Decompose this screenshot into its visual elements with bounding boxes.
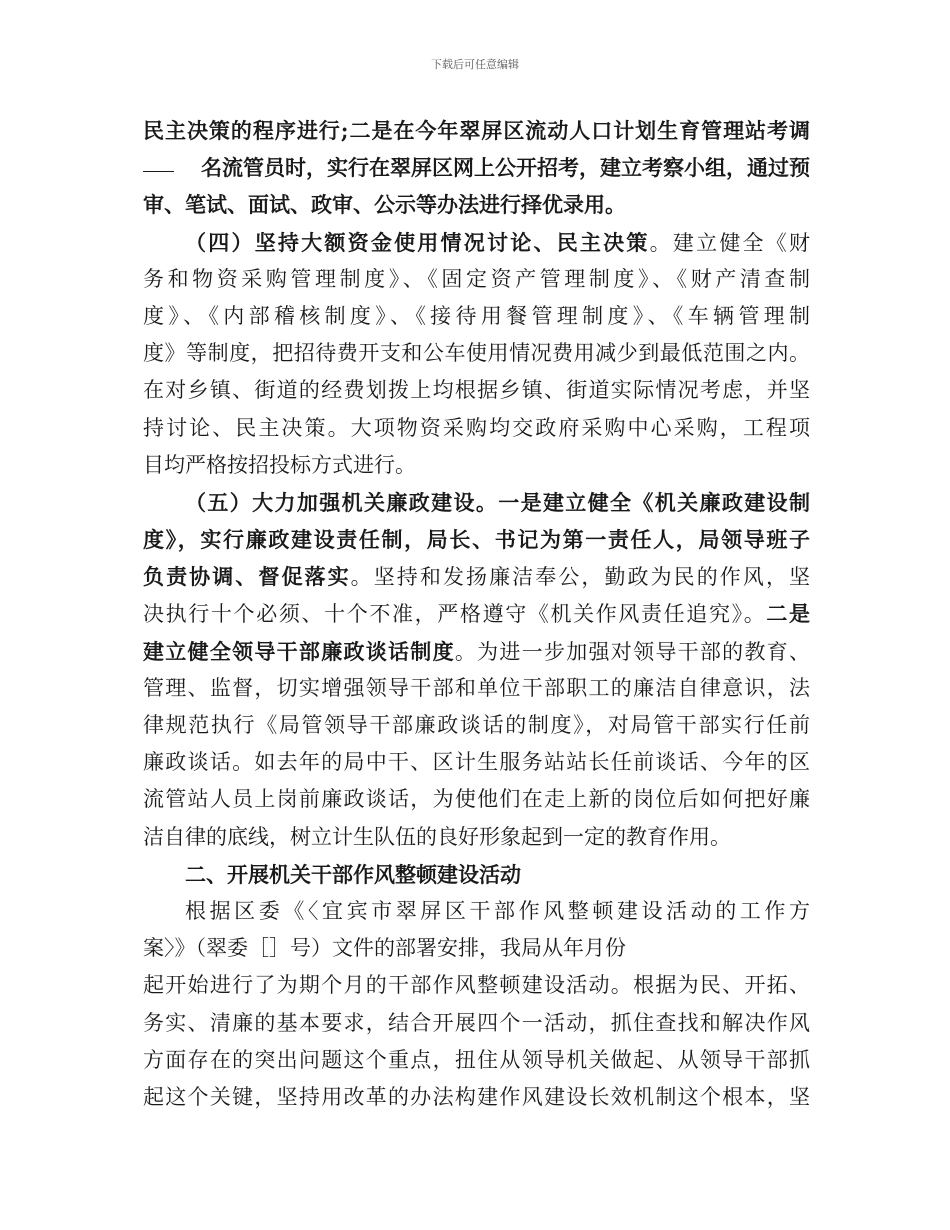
text-run: 持: [143, 415, 167, 440]
text-run: 负责: [143, 564, 190, 590]
text-run: 。建立健全《财: [649, 230, 813, 255]
text-run: 年: [563, 936, 584, 961]
paragraph-line: [143, 893, 814, 930]
text-run: 民主决策的程序进行;二是在今年翠屏区流动人口计划生育管理站考调: [143, 118, 811, 143]
blank-underline: [143, 149, 174, 172]
text-run: 协调、督促落实: [189, 564, 351, 590]
text-run: 根据区委《: [185, 898, 308, 923]
text-run: （四）坚持大额资金使用情况: [185, 229, 487, 255]
text-run: 律规范执行《局管领导干部廉政谈话的制度》，对局管干部实行任前: [143, 713, 812, 737]
text-run: 名流管员时，实行在翠屏区网上公开招考，建立考察小组，通过预: [201, 155, 810, 181]
paragraph-line: [143, 558, 813, 595]
paragraph-line: [143, 298, 815, 335]
paragraph-line: [143, 1079, 810, 1116]
paragraph-line: [143, 521, 810, 558]
paragraph-line: [143, 819, 810, 856]
text-run: 务实、清廉的基本要求，结合开展四个一活动，抓住查找和解决作风: [143, 1010, 812, 1035]
text-run: 洁自律的底线，树立计生队伍的良好形象起到一定的教育作用。: [143, 824, 731, 849]
page-header: 下载后可任意编辑: [431, 58, 519, 71]
text-run: 。一是建立健全《机关廉政建设制: [475, 489, 812, 515]
text-run: 在对乡镇、街道的经费划拨上均根据乡镇、街道实际情况考虑，并坚: [143, 378, 812, 403]
text-run: 月份: [584, 936, 626, 961]
paragraph-line: [143, 1042, 810, 1079]
text-run: 号）文件的部署安排，我局从: [290, 936, 563, 961]
paragraph-line: [143, 224, 813, 261]
paragraph-line: [143, 707, 810, 744]
text-run: 二是: [766, 601, 812, 627]
text-run: 起开始进行了为期: [143, 973, 322, 998]
paragraph-line: [143, 930, 810, 967]
text-run: 流管站人员上岗前廉政谈话，为使他们在走上新的岗位后如何把好廉: [143, 787, 812, 812]
text-run: 方面存在的突出问题这个重点，扭住从领导机关做起、从领导干部抓: [143, 1047, 812, 1072]
paragraph-line: [143, 670, 810, 707]
paragraph-line: [143, 186, 810, 223]
text-run: 管理、监督，切实增强领导干部和单位干部职工的廉洁自律意识，法: [143, 675, 812, 700]
text-run: 起这个关键，坚持用改革的办法构建作风建设长效机制这个根本，坚: [143, 1084, 812, 1109]
paragraph-line: [143, 112, 810, 149]
text-run: （五）大力加强机关廉政建设: [185, 489, 476, 515]
text-run: 廉政谈话。如去年的局中干、区计生服务站站长任前谈话、今年的区: [143, 750, 812, 775]
text-run: 讨论、民主决策: [487, 229, 650, 255]
text-run: 决执行十个必须、十个不准，严格遵守《机关作风责任追究》。: [143, 602, 767, 627]
paragraph-line: [143, 633, 810, 670]
text-run: 案〉: [143, 936, 175, 961]
paragraph-line: [143, 1005, 810, 1042]
paragraph-line: [143, 744, 810, 781]
section-heading: [143, 856, 810, 893]
paragraph-line: [143, 149, 810, 186]
text-run: 度》，实行廉政建设责任制，局长、书记为第一责任人，局领导班子: [143, 527, 812, 553]
text-run: 度》、《内部稽核制度》、《接待用餐管理制度》、《车辆管理制: [143, 303, 815, 328]
text-run: 个月的干部作风整顿建设活动。根据为民、开拓、: [321, 973, 812, 998]
document-body: [143, 112, 815, 1116]
paragraph-line: [143, 595, 810, 632]
text-run: 目均严格按招投标方式进行。: [143, 452, 416, 477]
paragraph-line: [143, 335, 810, 372]
text-run: 》（翠委［: [174, 936, 269, 961]
paragraph-line: [143, 447, 810, 484]
paragraph-line: [143, 781, 810, 818]
text-run: 讨论、民主决策。大项物资采购均交政府采购中心采购，工程项: [166, 415, 813, 440]
text-run: 。坚持和发扬廉洁奉公，勤政为民的作风，坚: [350, 565, 813, 590]
text-run: 。为进一步加强对领导干部的教育、: [454, 639, 812, 664]
paragraph-line: [143, 484, 810, 521]
text-run: 度》等制度，把招待费开支和公车使用情况费用减少到最低范围之内。: [143, 341, 811, 366]
text-run: 〈宜宾市翠屏区干部作风整顿建设活动的工作方: [307, 898, 814, 923]
text-run: 审、笔试、面试、政审、公示等办法进行择优录用。: [143, 192, 626, 218]
paragraph-line: [143, 967, 810, 1004]
text-run: ］: [269, 936, 290, 961]
paragraph-line: [143, 410, 813, 447]
paragraph-line: [143, 261, 814, 298]
text-run: 二、开展机关干部作风整顿建设活动: [185, 861, 521, 887]
text-run: 建立健全领导干部廉政谈话制度: [143, 638, 455, 664]
paragraph-line: [143, 372, 810, 409]
text-run: 务和物资采购管理制度》、《固定资产管理制度》、《财产清查制: [143, 266, 814, 291]
